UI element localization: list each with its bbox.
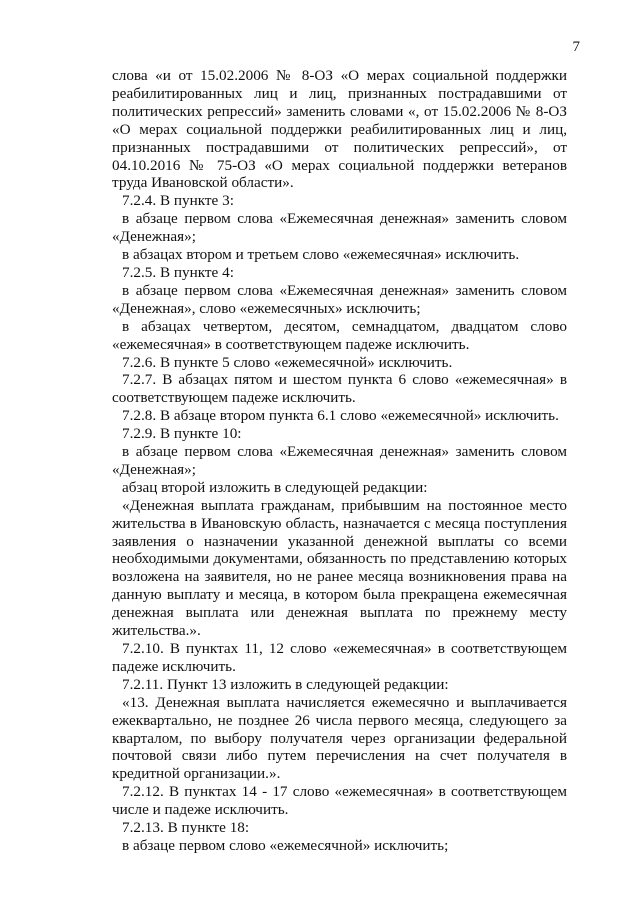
paragraph: в абзацах втором и третьем слово «ежемесячная» исключить. [122, 246, 520, 264]
paragraph: 7.2.11. Пункт 13 изложить в следующей редакции: [122, 675, 449, 693]
paragraph: 7.2.10. В пунктах 11, 12 слово «ежемесячная» в соответствующем падеже исключить. [112, 640, 567, 675]
paragraph: абзац второй изложить в следующей редакции: [122, 478, 428, 496]
paragraph: слова «и от 15.02.2006 № 8-ОЗ «О мерах социальной поддержки реабилитированных лиц и лиц, признанных пострадавшими от политических репрессий» заменить словами «, от 15.02.2006 № 8-ОЗ «О мерах социальной поддержки реабилитированных лиц и лиц, признанных пострадавшими от политических репрессий», от 04.10.2016 № 75-ОЗ «О мерах социальной поддержки ветеранов труда Ивановской области». [112, 67, 567, 192]
paragraph: в абзаце первом слова «Ежемесячная денежная» заменить словом «Денежная»; [112, 443, 567, 478]
paragraph: в абзаце первом слова «Ежемесячная денежная» заменить словом «Денежная»; [112, 210, 567, 246]
paragraph: «13. Денежная выплата начисляется ежемесячно и выплачивается ежеквартально, не позднее 26 числа первого месяца, следующего за кварталом, по выбору получателя через организации федеральной почтовой связи либо путем перечисления на счет получателя в кредитной организации.». [112, 693, 567, 783]
paragraph: 7.2.5. В пункте 4: [122, 263, 234, 281]
paragraph: в абзацах четвертом, десятом, семнадцатом, двадцатом слово «ежемесячная» в соответствующем падеже исключить. [112, 317, 567, 353]
paragraph: 7.2.6. В пункте 5 слово «ежемесячной» исключить. [122, 353, 453, 371]
page-number: 7 [572, 39, 580, 55]
paragraph: 7.2.8. В абзаце втором пункта 6.1 слово «ежемесячной» исключить. [122, 407, 559, 425]
paragraph: в абзаце первом слова «Ежемесячная денежная» заменить словом «Денежная», слово «ежемесячных» исключить; [112, 281, 567, 317]
paragraph: 7.2.7. В абзацах пятом и шестом пункта 6 слово «ежемесячная» в соответствующем падеже исключить. [112, 371, 567, 407]
paragraph: 7.2.9. В пункте 10: [122, 425, 242, 443]
paragraph: 7.2.4. В пункте 3: [122, 192, 234, 210]
paragraph: в абзаце первом слово «ежемесячной» исключить; [122, 836, 449, 854]
document-body [112, 67, 567, 855]
paragraph: «Денежная выплата гражданам, прибывшим на постоянное место жительства в Ивановскую область, назначается с месяца поступления заявления о назначении указанной денежной выплаты со всеми необходимыми документами, обязанность по представлению которых возложена на заявителя, но не ранее месяца возникновения права на данную выплату и месяца, в котором была прекращена ежемесячная денежная выплата или денежная выплата по прежнему месту жительства.». [112, 496, 567, 640]
paragraph: 7.2.13. В пункте 18: [122, 819, 250, 837]
paragraph: 7.2.12. В пунктах 14 - 17 слово «ежемесячная» в соответствующем числе и падеже исключить. [112, 783, 567, 819]
